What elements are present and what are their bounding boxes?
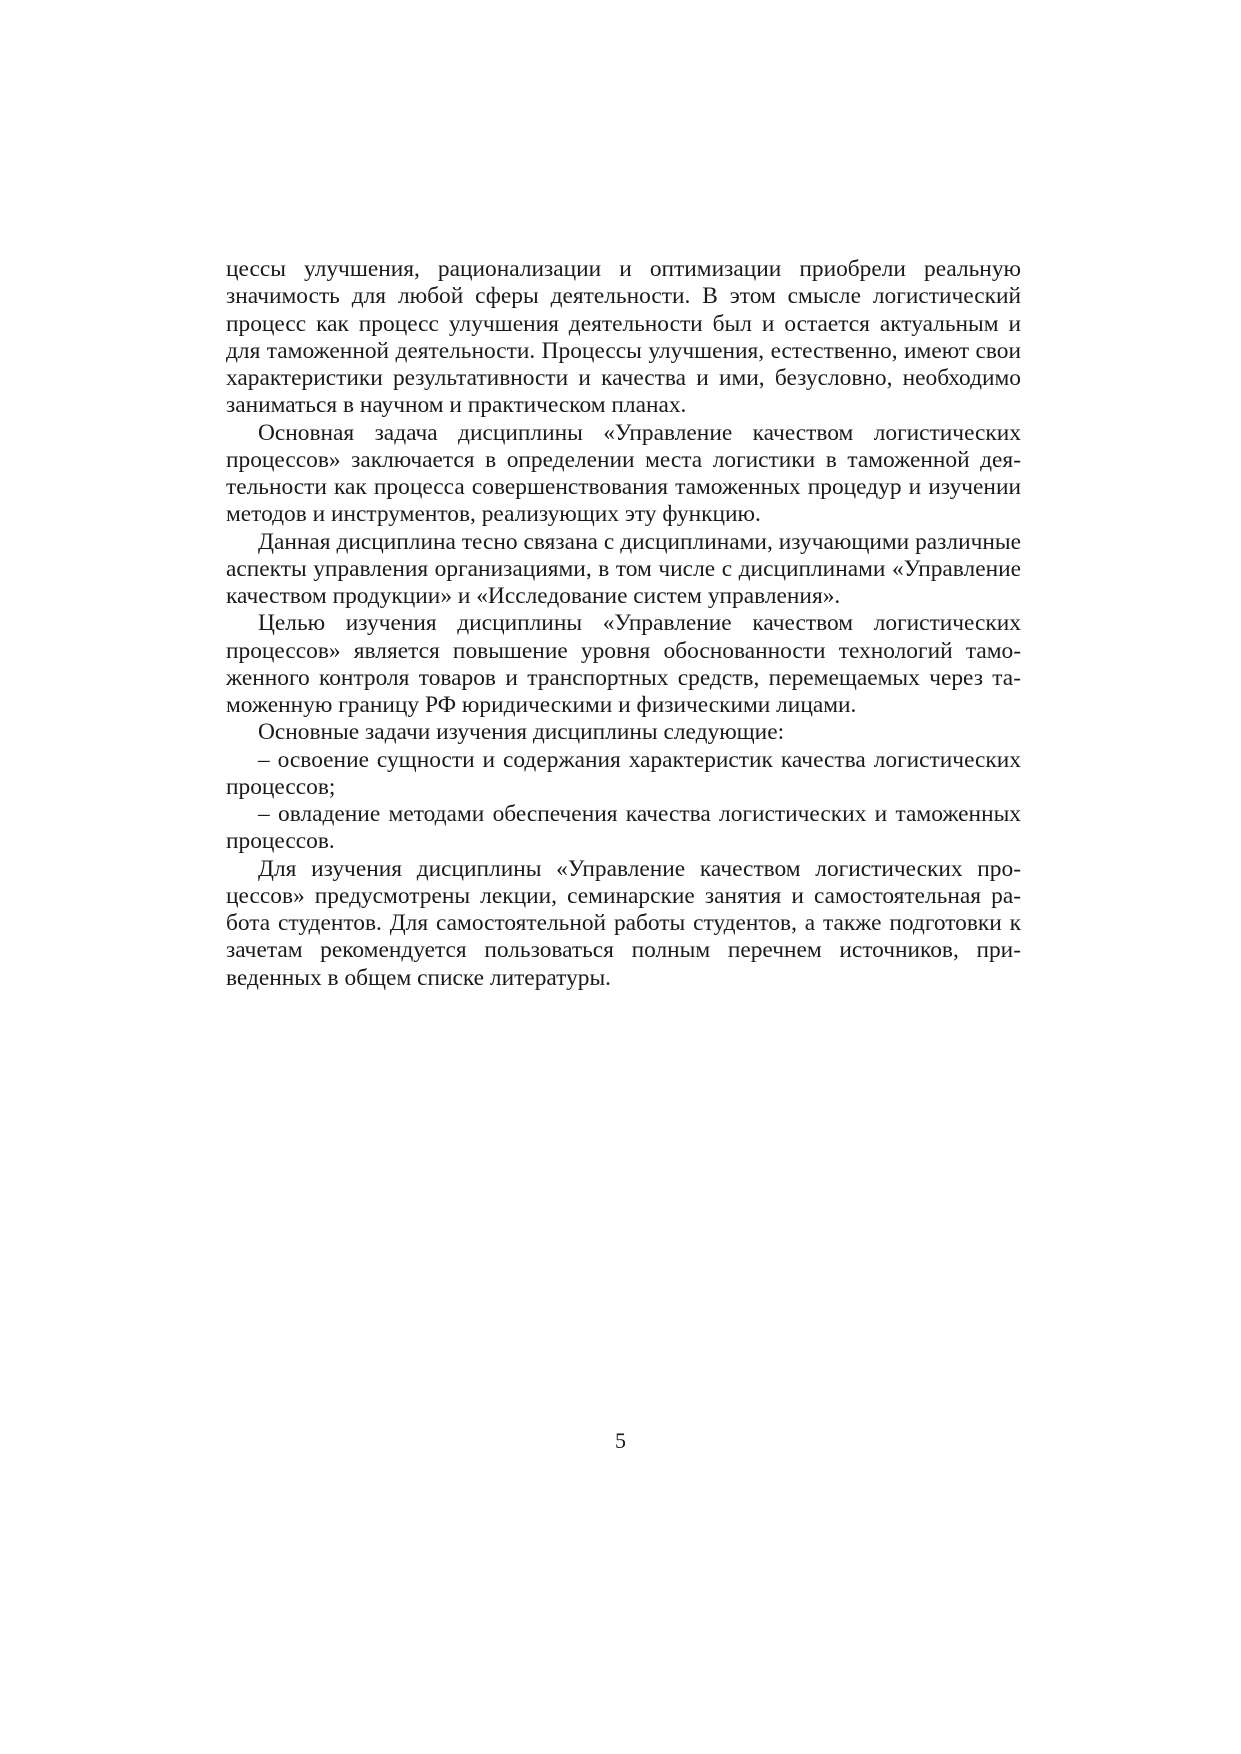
paragraph-related-disciplines: Данная дисциплина тесно связана с дисциплинами, изучающими различные аспекты управления организациями, в том числе с дисциплинами «Управление качеством продукции» и «Исследование систем управления».	[226, 528, 1021, 609]
list-item-task-2: – овладение методами обеспечения качества логистических и таможенных процессов.	[226, 801, 1021, 855]
paragraph-tasks-intro: Основные задачи изучения дисциплины следующие:	[258, 719, 785, 746]
paragraph-study-goal: Целью изучения дисциплины «Управление качеством логистических процессов» является повышение уровня обоснованности технологий таможенного контроля товаров и транспортных средств, перемещаемых через таможенную границу РФ юридическими и физическими лицами.	[226, 610, 1021, 718]
paragraph-main-task: Основная задача дисциплины «Управление качеством логистических процессов» заключается в определении места логистики в таможенной деятельности как процесса совершенствования таможенных процедур и изучении методов и инструментов, реализующих эту функцию.	[226, 419, 1021, 528]
paragraph-study-forms: Для изучения дисциплины «Управление качеством логистических процессов» предусмотрены лекции, семинарские занятия и самостоятельная работа студентов. Для самостоятельной работы студентов, а также подготовки к зачетам рекомендуется пользоваться полным перечнем источников, приведенных в общем списке литературы.	[226, 855, 1021, 991]
body-text	[226, 256, 1021, 992]
paragraph-continuation: цессы улучшения, рационализации и оптимизации приобрели реальную значимость для любой сферы деятельности. В этом смысле логистический процесс как процесс улучшения деятельности был и остается актуальным и для таможенной деятельности. Процессы улучшения, естественно, имеют свои характеристики результативности и качества и ими, безусловно, необходимо заниматься в научном и практическом планах.	[226, 256, 1021, 419]
list-item-task-1: – освоение сущности и содержания характеристик качества логистических процессов;	[226, 746, 1021, 800]
page-number: 5	[615, 1428, 626, 1453]
